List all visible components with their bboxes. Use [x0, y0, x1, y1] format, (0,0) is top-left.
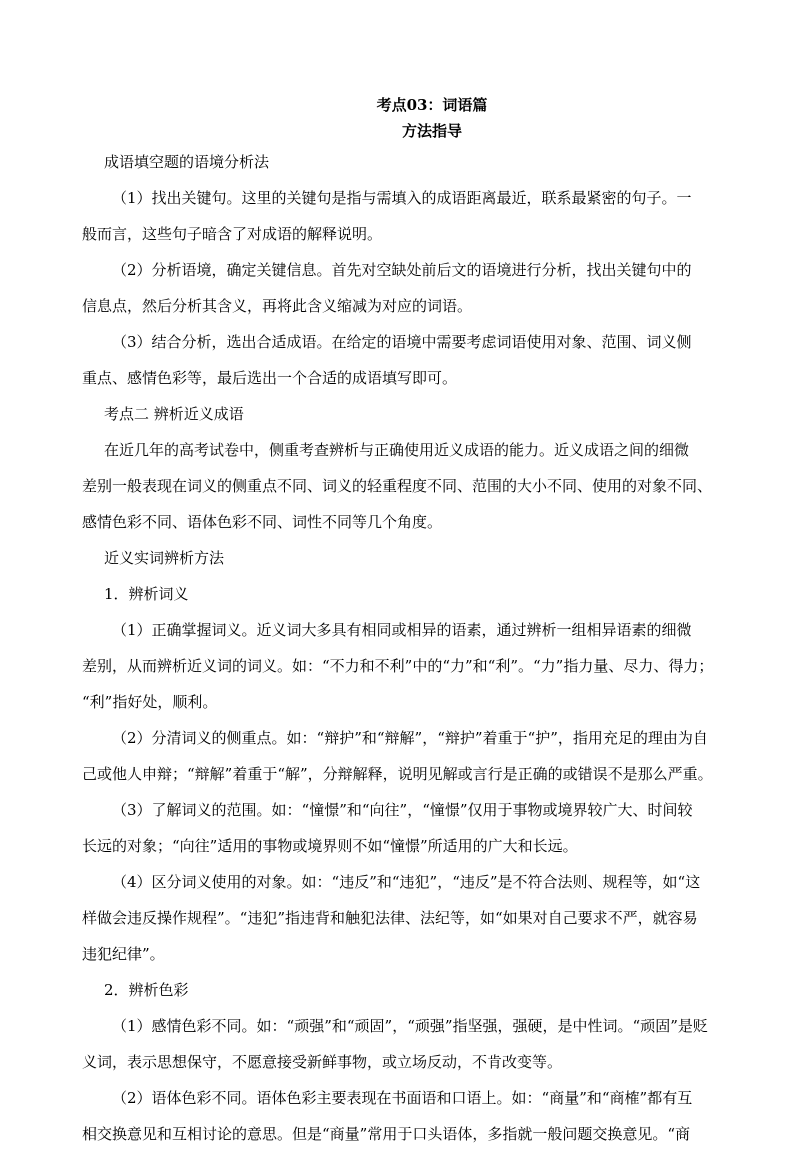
text-line: （1）感情色彩不同。如：“顽强”和“顽固”，“顽强”指坚强，强硬，是中性词。“顽固”是贬: [112, 1017, 708, 1035]
text-line: 考点二 辨析近义成语: [104, 405, 244, 423]
page-title: 考点03：词语篇: [376, 96, 488, 114]
section-heading: 方法指导: [401, 122, 462, 140]
text-line: 近义实词辨析方法: [104, 549, 225, 567]
text-line: 差别，从而辨析近义词的词义。如：“不力和不利”中的“力”和“利”。“力”指力量、尽力、得力；: [82, 657, 714, 675]
text-line: 在近几年的高考试卷中，侧重考查辨析与正确使用近义成语的能力。近义成语之间的细微: [104, 441, 690, 459]
text-line: （3）结合分析，选出合适成语。在给定的语境中需要考虑词语使用对象、范围、词义侧: [112, 333, 692, 351]
text-line: （1）找出关键句。这里的关键句是指与需填入的成语距离最近，联系最紧密的句子。一: [112, 189, 692, 207]
text-line: （3）了解词义的范围。如：“憧憬”和“向往”，“憧憬”仅用于事物或境界较广大、时间较: [112, 801, 693, 819]
text-line: 差别一般表现在词义的侧重点不同、词义的轻重程度不同、范围的大小不同、使用的对象不同、: [82, 477, 713, 495]
text-lines: [82, 144, 722, 1152]
text-line: 般而言，这些句子暗含了对成语的解释说明。: [82, 225, 383, 243]
text-line: 己或他人申辩；“辩解”着重于“解”，分辩解释，说明见解或言行是正确的或错误不是那么严重。: [82, 765, 713, 783]
text-line: （1）正确掌握词义。近义词大多具有相同或相异的语素，通过辨析一组相异语素的细微: [112, 621, 692, 639]
text-line: “利”指好处，顺利。: [82, 693, 218, 711]
text-line: （4）区分词义使用的对象。如：“违反”和“违犯”，“违反”是不符合法则、规程等，如“这: [112, 873, 701, 891]
text-line: 重点、感情色彩等，最后选出一个合适的成语填写即可。: [82, 369, 458, 387]
text-line: （2）分析语境，确定关键信息。首先对空缺处前后文的语境进行分析，找出关键句中的: [112, 261, 692, 279]
text-line: 成语填空题的语境分析法: [104, 153, 270, 171]
text-line: 义词，表示思想保守，不愿意接受新鲜事物，或立场反动，不肯改变等。: [82, 1053, 563, 1071]
text-line: 2．辨析色彩: [104, 981, 189, 999]
text-line: 长远的对象；“向往”适用的事物或境界则不如“憧憬”所适用的广大和长远。: [82, 837, 578, 855]
text-line: 信息点，然后分析其含义，再将此含义缩减为对应的词语。: [82, 297, 473, 315]
text-line: （2）分清词义的侧重点。如：“辩护”和“辩解”，“辩护”着重于“护”，指用充足的理由为自: [112, 729, 708, 747]
text-line: 违犯纪律”。: [82, 945, 165, 963]
text-line: 样做会违反操作规程”。“违犯”指违背和触犯法律、法纪等，如“如果对自己要求不严，就容易: [82, 909, 698, 927]
text-line: 相交换意见和互相讨论的意思。但是“商量”常用于口头语体，多指就一般问题交换意见。“商: [82, 1125, 691, 1143]
text-line: 1．辨析词义: [104, 585, 189, 603]
document-body: [82, 92, 722, 1152]
text-line: 感情色彩不同、语体色彩不同、词性不同等几个角度。: [82, 513, 443, 531]
text-line: （2）语体色彩不同。语体色彩主要表现在书面语和口语上。如：“商量”和“商榷”都有互: [112, 1089, 693, 1107]
